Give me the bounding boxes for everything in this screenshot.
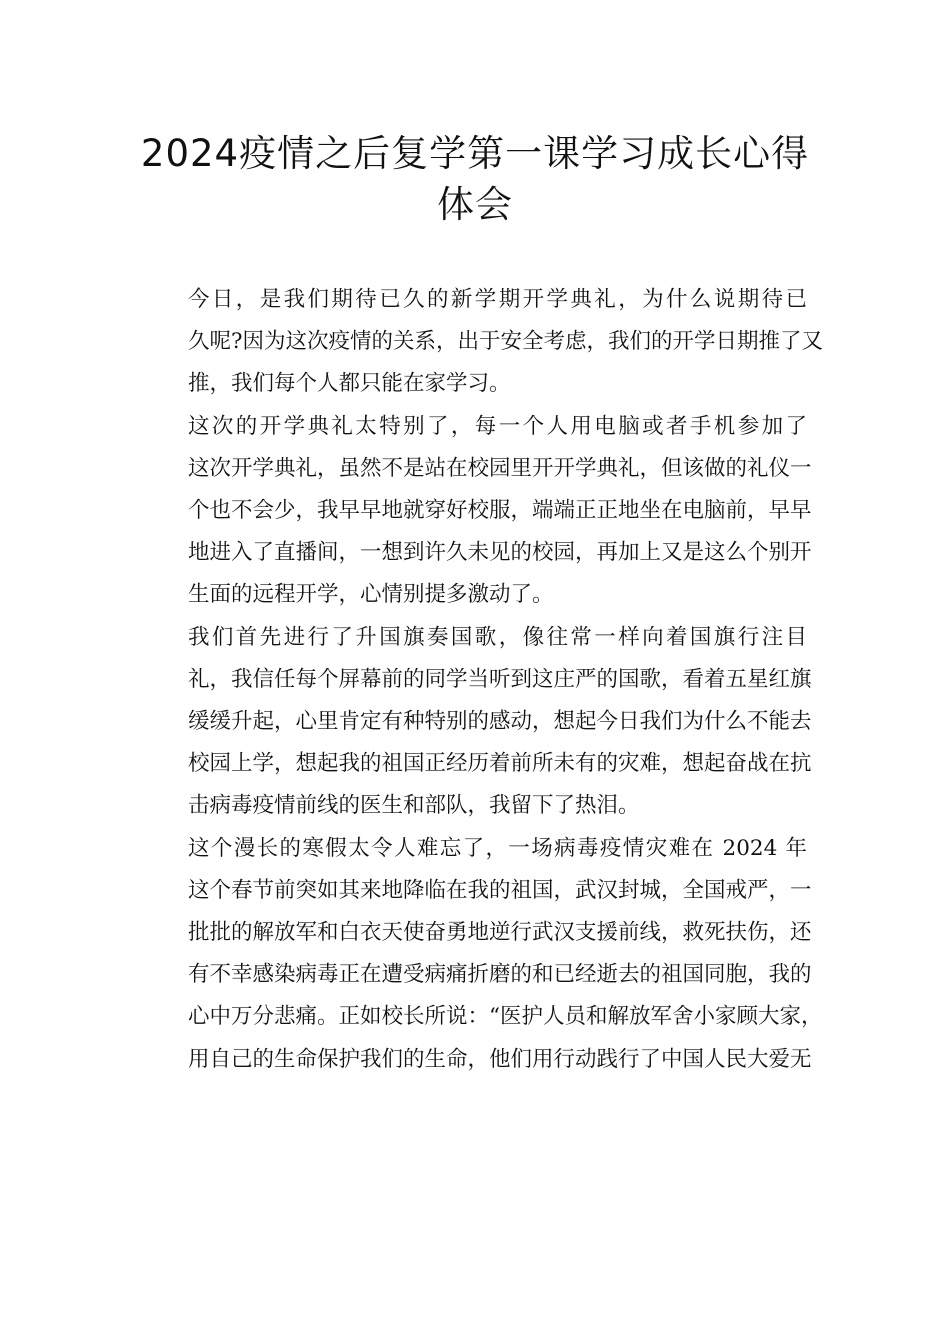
paragraph [145,828,823,1081]
document-title [120,128,830,230]
text-line: 久呢?因为这次疫情的关系，出于安全考虑，我们的开学日期推了又 [188,329,824,355]
text-line: 生面的远程开学，心情别提多激动了。 [188,582,554,608]
text-line: 推，我们每个人都只能在家学习。 [188,371,511,397]
title-line: 2024疫情之后复学第一课学习成长心得 [140,132,810,175]
text-line: 校园上学，想起我的祖国正经历着前所未有的灾难，想起奋战在抗 [188,751,812,777]
text-line: 这个春节前突如其来地降临在我的祖国，武汉封城，全国戒严，一 [188,877,812,903]
text-line: 这个漫长的寒假太令人难忘了，一场病毒疫情灾难在 2024 年 [188,835,807,861]
paragraph [145,279,824,406]
text-line: 我们首先进行了升国旗奏国歌，像往常一样向着国旗行注目 [188,624,807,650]
text-line: 这次的开学典礼太特别了，每一个人用电脑或者手机参加了 [188,413,807,439]
title-line: 体会 [437,183,513,226]
text-line: 地进入了直播间，一想到许久未见的校园，再加上又是这么个别开 [188,540,812,566]
text-line: 有不幸感染病毒正在遭受病痛折磨的和已经逝去的祖国同胞，我的 [188,962,812,988]
document-body [145,279,824,1081]
text-line: 心中万分悲痛。正如校长所说：“医护人员和解放军舍小家顾大家， [188,1004,823,1030]
text-line: 个也不会少，我早早地就穿好校服，端端正正地坐在电脑前，早早 [188,498,812,524]
text-line: 这次开学典礼，虽然不是站在校园里开开学典礼，但该做的礼仪一 [188,455,812,481]
paragraph [145,617,812,828]
text-line: 缓缓升起，心里肯定有种特别的感动，想起今日我们为什么不能去 [188,709,812,735]
text-line: 今日，是我们期待已久的新学期开学典礼，为什么说期待已 [188,287,807,312]
text-line: 礼，我信任每个屏幕前的同学当听到这庄严的国歌，看着五星红旗 [188,666,812,692]
text-line: 用自己的生命保护我们的生命，他们用行动践行了中国人民大爱无 [188,1046,812,1072]
text-line: 击病毒疫情前线的医生和部队，我留下了热泪。 [188,793,640,819]
paragraph [145,406,812,617]
text-line: 批批的解放军和白衣天使奋勇地逆行武汉支援前线，救死扶伤，还 [188,920,812,946]
